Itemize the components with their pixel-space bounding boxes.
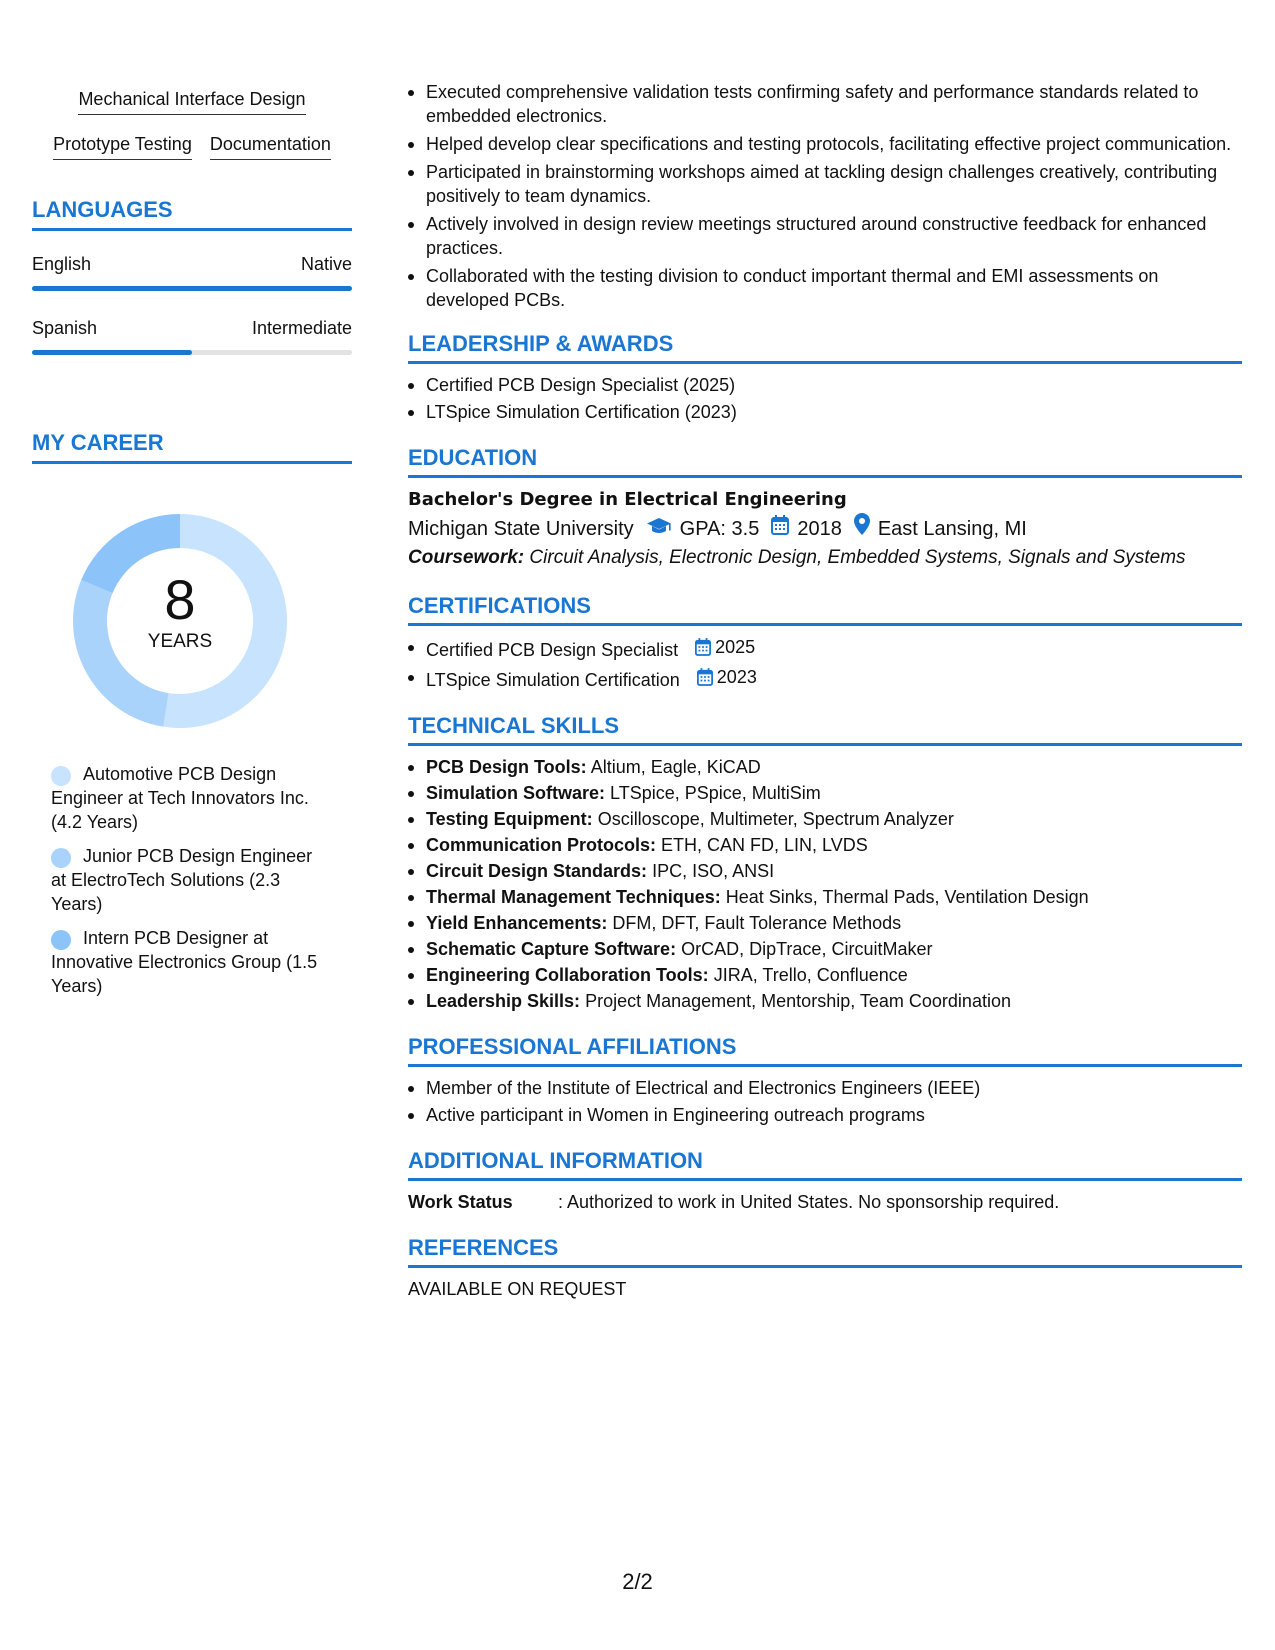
certification-year: 2025 — [715, 637, 756, 657]
references-section — [408, 1234, 1242, 1301]
career-legend-item — [51, 926, 322, 998]
language-proficiency-fill — [32, 350, 192, 355]
location-pin-icon — [854, 513, 870, 544]
technical-skill-item — [408, 989, 1242, 1013]
experience-bullet: Participated in brainstorming workshops aimed at tackling design challenges creatively, contributing positively to team dynamics. — [408, 160, 1242, 208]
additional-info-heading: ADDITIONAL INFORMATION — [408, 1147, 1242, 1181]
technical-skills-section — [408, 712, 1242, 1013]
technical-skill-item — [408, 833, 1242, 857]
main-content — [408, 80, 1242, 1301]
skill-value: OrCAD, DipTrace, CircuitMaker — [681, 939, 933, 959]
affiliations-heading: PROFESSIONAL AFFILIATIONS — [408, 1033, 1242, 1067]
certifications-section — [408, 592, 1242, 692]
additional-info-section — [408, 1147, 1242, 1214]
skill-label: Circuit Design Standards: — [426, 861, 648, 881]
technical-skill-item — [408, 885, 1242, 909]
award-item: LTSpice Simulation Certification (2023) — [408, 400, 1242, 424]
career-role-text: Automotive PCB Design Engineer at Tech Innovators Inc. (4.2 Years) — [51, 764, 309, 832]
skill-value: Heat Sinks, Thermal Pads, Ventilation Design — [725, 887, 1089, 907]
legend-dot — [51, 766, 71, 786]
certification-item — [408, 635, 1242, 662]
skill-value: Altium, Eagle, KiCAD — [590, 757, 761, 777]
skill-label: Schematic Capture Software: — [426, 939, 677, 959]
skill-tag: Documentation — [210, 132, 331, 160]
work-status-row — [408, 1190, 1242, 1214]
career-total-unit: YEARS — [147, 631, 213, 652]
work-status-value: : Authorized to work in United States. No sponsorship required. — [558, 1192, 1060, 1212]
skill-value: JIRA, Trello, Confluence — [713, 965, 908, 985]
skill-value: Oscilloscope, Multimeter, Spectrum Analyzer — [597, 809, 954, 829]
language-name: English — [32, 254, 92, 274]
page-number: 2/2 — [622, 1569, 653, 1594]
experience-bullet: Actively involved in design review meetings structured around constructive feedback for enhanced practices. — [408, 212, 1242, 260]
calendar-icon — [695, 638, 711, 656]
skill-label: Leadership Skills: — [426, 991, 581, 1011]
work-status-label: Work Status — [408, 1192, 513, 1212]
skill-label: PCB Design Tools: — [426, 757, 587, 777]
leadership-heading: LEADERSHIP & AWARDS — [408, 330, 1242, 364]
education-section — [408, 444, 1242, 572]
certification-name: LTSpice Simulation Certification — [426, 670, 680, 690]
coursework-label: Coursework: — [408, 547, 525, 568]
skill-value: IPC, ISO, ANSI — [652, 861, 775, 881]
calendar-icon — [771, 514, 789, 544]
technical-skill-item — [408, 755, 1242, 779]
legend-dot — [51, 930, 71, 950]
education-degree: Bachelor's Degree in Electrical Engineering — [408, 489, 847, 510]
experience-bullet: Executed comprehensive validation tests confirming safety and performance standards related to embedded electronics. — [408, 80, 1242, 128]
career-donut-chart — [65, 506, 295, 736]
technical-skill-item — [408, 937, 1242, 961]
career-legend-item — [51, 762, 322, 834]
language-item — [32, 317, 352, 355]
affiliation-item: Active participant in Women in Engineering outreach programs — [408, 1103, 1242, 1127]
career-total-years: 8 — [164, 568, 196, 631]
language-level: Intermediate — [251, 318, 352, 338]
skill-value: ETH, CAN FD, LIN, LVDS — [661, 835, 868, 855]
language-level: Native — [300, 254, 352, 274]
career-role-text: Junior PCB Design Engineer at ElectroTech Solutions (2.3 Years) — [51, 846, 313, 914]
languages-heading: LANGUAGES — [32, 196, 352, 231]
skill-label: Engineering Collaboration Tools: — [426, 965, 709, 985]
skill-tag: Prototype Testing — [53, 132, 192, 160]
career-total — [65, 570, 295, 654]
experience-bullet: Collaborated with the testing division to conduct important thermal and EMI assessments on developed PCBs. — [408, 264, 1242, 312]
calendar-icon — [697, 668, 713, 686]
language-item — [32, 253, 352, 291]
sidebar — [32, 78, 352, 1008]
affiliations-section — [408, 1033, 1242, 1127]
career-legend-item — [51, 844, 322, 916]
technical-skills-heading: TECHNICAL SKILLS — [408, 712, 1242, 746]
leadership-section — [408, 330, 1242, 424]
language-proficiency-bar — [32, 350, 352, 355]
language-name: Spanish — [32, 318, 98, 338]
education-location: East Lansing, MI — [877, 517, 1027, 540]
coursework-list: Circuit Analysis, Electronic Design, Embedded Systems, Signals and Systems — [529, 547, 1186, 568]
certification-year: 2023 — [716, 667, 757, 687]
certification-item — [408, 665, 1242, 692]
certifications-heading: CERTIFICATIONS — [408, 592, 1242, 626]
language-proficiency-bar — [32, 286, 352, 291]
skill-value: DFM, DFT, Fault Tolerance Methods — [612, 913, 902, 933]
experience-bullets — [408, 80, 1242, 312]
technical-skill-item — [408, 807, 1242, 831]
graduation-cap-icon — [646, 514, 672, 544]
technical-skill-item — [408, 963, 1242, 987]
skill-value: LTSpice, PSpice, MultiSim — [610, 783, 821, 803]
technical-skill-item — [408, 781, 1242, 805]
skill-label: Simulation Software: — [426, 783, 606, 803]
skill-tags-row — [32, 87, 352, 115]
career-legend — [32, 762, 322, 998]
references-heading: REFERENCES — [408, 1234, 1242, 1268]
award-item: Certified PCB Design Specialist (2025) — [408, 373, 1242, 397]
technical-skill-item — [408, 911, 1242, 935]
education-school: Michigan State University — [408, 517, 634, 540]
language-proficiency-fill — [32, 286, 352, 291]
legend-dot — [51, 848, 71, 868]
skill-label: Yield Enhancements: — [426, 913, 608, 933]
skill-value: Project Management, Mentorship, Team Coordination — [585, 991, 1011, 1011]
education-year: 2018 — [797, 517, 842, 540]
skill-tags-row — [32, 132, 352, 160]
technical-skill-item — [408, 859, 1242, 883]
education-meta — [408, 513, 1242, 544]
career-heading: MY CAREER — [32, 429, 352, 464]
affiliation-item: Member of the Institute of Electrical and Electronics Engineers (IEEE) — [408, 1076, 1242, 1100]
education-heading: EDUCATION — [408, 444, 1242, 478]
skill-label: Communication Protocols: — [426, 835, 657, 855]
education-gpa: GPA: 3.5 — [679, 517, 760, 540]
references-text: AVAILABLE ON REQUEST — [408, 1279, 627, 1299]
career-role-text: Intern PCB Designer at Innovative Electronics Group (1.5 Years) — [51, 928, 318, 996]
skill-tag: Mechanical Interface Design — [78, 87, 305, 115]
skill-label: Thermal Management Techniques: — [426, 887, 721, 907]
skill-label: Testing Equipment: — [426, 809, 593, 829]
education-coursework — [408, 544, 1242, 572]
certification-name: Certified PCB Design Specialist — [426, 640, 679, 660]
experience-bullet: Helped develop clear specifications and testing protocols, facilitating effective project communication. — [408, 132, 1242, 156]
